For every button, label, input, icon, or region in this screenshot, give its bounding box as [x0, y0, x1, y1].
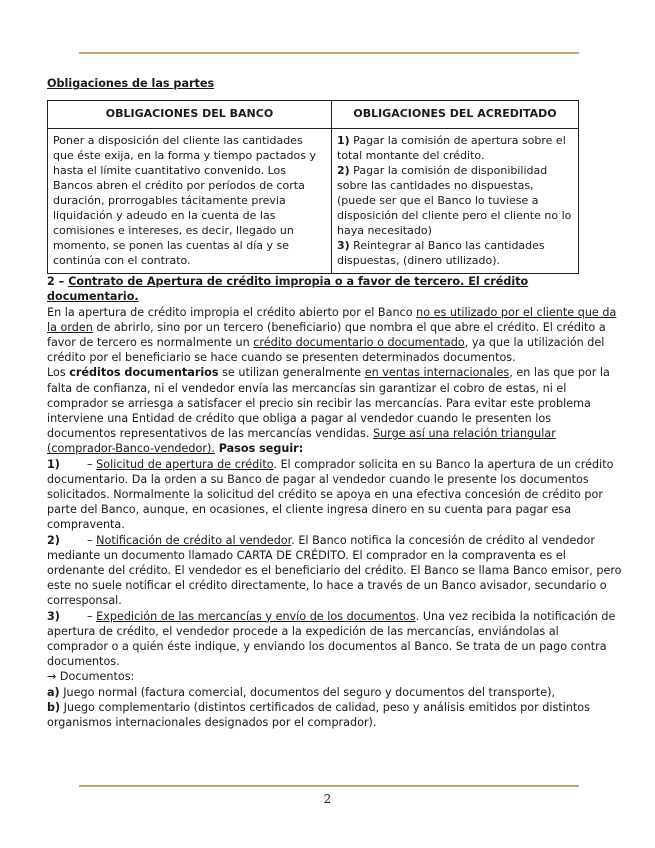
document-body	[47, 76, 623, 730]
section-2-title: 2 – Contrato de Apertura de crédito impropia o a favor de tercero. El crédito documentario.	[47, 275, 529, 304]
bank-column-header: OBLIGACIONES DEL BANCO	[48, 101, 332, 129]
acreditado-column-header: OBLIGACIONES DEL ACREDITADO	[332, 101, 579, 129]
step-1: 1) – Solicitud de apertura de crédito. El comprador solicita en su Banco la apertura de un crédito documentario. Da la orden a su Banco de pagar al vendedor cuando le presente los documentos solicitados. Normalmente la solicitud del crédito se apoya en una efectiva concesión de crédito por parte del Banco, aunque, en ocasiones, el cliente ingresa dinero en su cuenta para pagar esa compraventa.	[47, 457, 614, 532]
obligations-heading: Obligaciones de las partes	[47, 77, 215, 90]
acreditado-item: 3) Reintegrar al Banco las cantidades dispuestas, (dinero utilizado).	[337, 239, 545, 268]
documents-label: → Documentos:	[47, 670, 135, 684]
acreditado-item: 1) Pagar la comisión de apertura sobre el total montante del crédito.	[337, 134, 566, 163]
step-3: 3) – Expedición de las mercancías y envío de los documentos. Una vez recibida la notificación de apertura de crédito, el vendedor procede a la expedición de las mercancías, enviándolas al comprador o a quién éste indique, y enviando los documentos al Banco. Se trata de un pago contra documentos.	[47, 609, 616, 669]
document-item-b: b) Juego complementario (distintos certificados de calidad, peso y análisis emitidos por distintos organismos internacionales designados por el comprador).	[47, 700, 590, 730]
acreditado-obligations-cell	[332, 129, 579, 274]
footer-rule	[79, 785, 579, 787]
paragraph-impropia: En la apertura de crédito impropia el crédito abierto por el Banco no es utilizado por el cliente que da la orden de abrirlo, sino por un tercero (beneficiario) que nombra el que abre el crédito. El crédito a favor de tercero es normalmente un crédito documentario o documentado, ya que la utilización del crédito por el beneficiario se hace cuando se presenten determinados documentos.	[47, 305, 617, 365]
document-item-a: a) Juego normal (factura comercial, documentos del seguro y documentos del transporte),	[47, 685, 556, 699]
header-rule	[79, 52, 579, 54]
paragraph-creditos-documentarios: Los créditos documentarios se utilizan generalmente en ventas internacionales, en las que por la falta de confianza, ni el vendedor envía las mercancías sin garantizar el cobro de estas, ni el comprador se arriesga a satisfacer el precio sin recibir las mercancías. Para evitar este problema interviene una Entidad de crédito que obliga a pagar al vendedor cuando le presenten los documentos representativos de las mercancías vendidas. Surge así una relación triangular (comprador-Banco-vendedor). Pasos seguir:	[47, 366, 610, 456]
acreditado-item: 2) Pagar la comisión de disponibilidad sobre las cantidades no dispuestas, (puede ser que el Banco lo tuviese a disposición del cliente pero el cliente no lo haya necesitado)	[337, 164, 572, 238]
page-number: 2	[323, 792, 332, 806]
step-2: 2) – Notificación de crédito al vendedor. El Banco notifica la concesión de crédito al vendedor mediante un documento llamado CARTA DE CRÉDITO. El comprador en la compraventa es el ordenante del crédito. El vendedor es el beneficiario del crédito. El Banco se llama Banco emisor, pero este no suele notificar el crédito directamente, lo hace a través de un Banco avisador, secundario o corresponsal.	[47, 533, 622, 608]
obligations-table	[47, 100, 579, 274]
bank-obligations-cell: Poner a disposición del cliente las cantidades que éste exija, en la forma y tiempo pactados y hasta el límite cuantitativo convenido. Los Bancos abren el crédito por períodos de corta duración, prorrogables tácitamente previa liquidación y adeudo en la cuenta de las comisiones e intereses, es decir, llegado un momento, se ponen las cuentas al día y se continúa con el contrato.	[48, 129, 332, 274]
